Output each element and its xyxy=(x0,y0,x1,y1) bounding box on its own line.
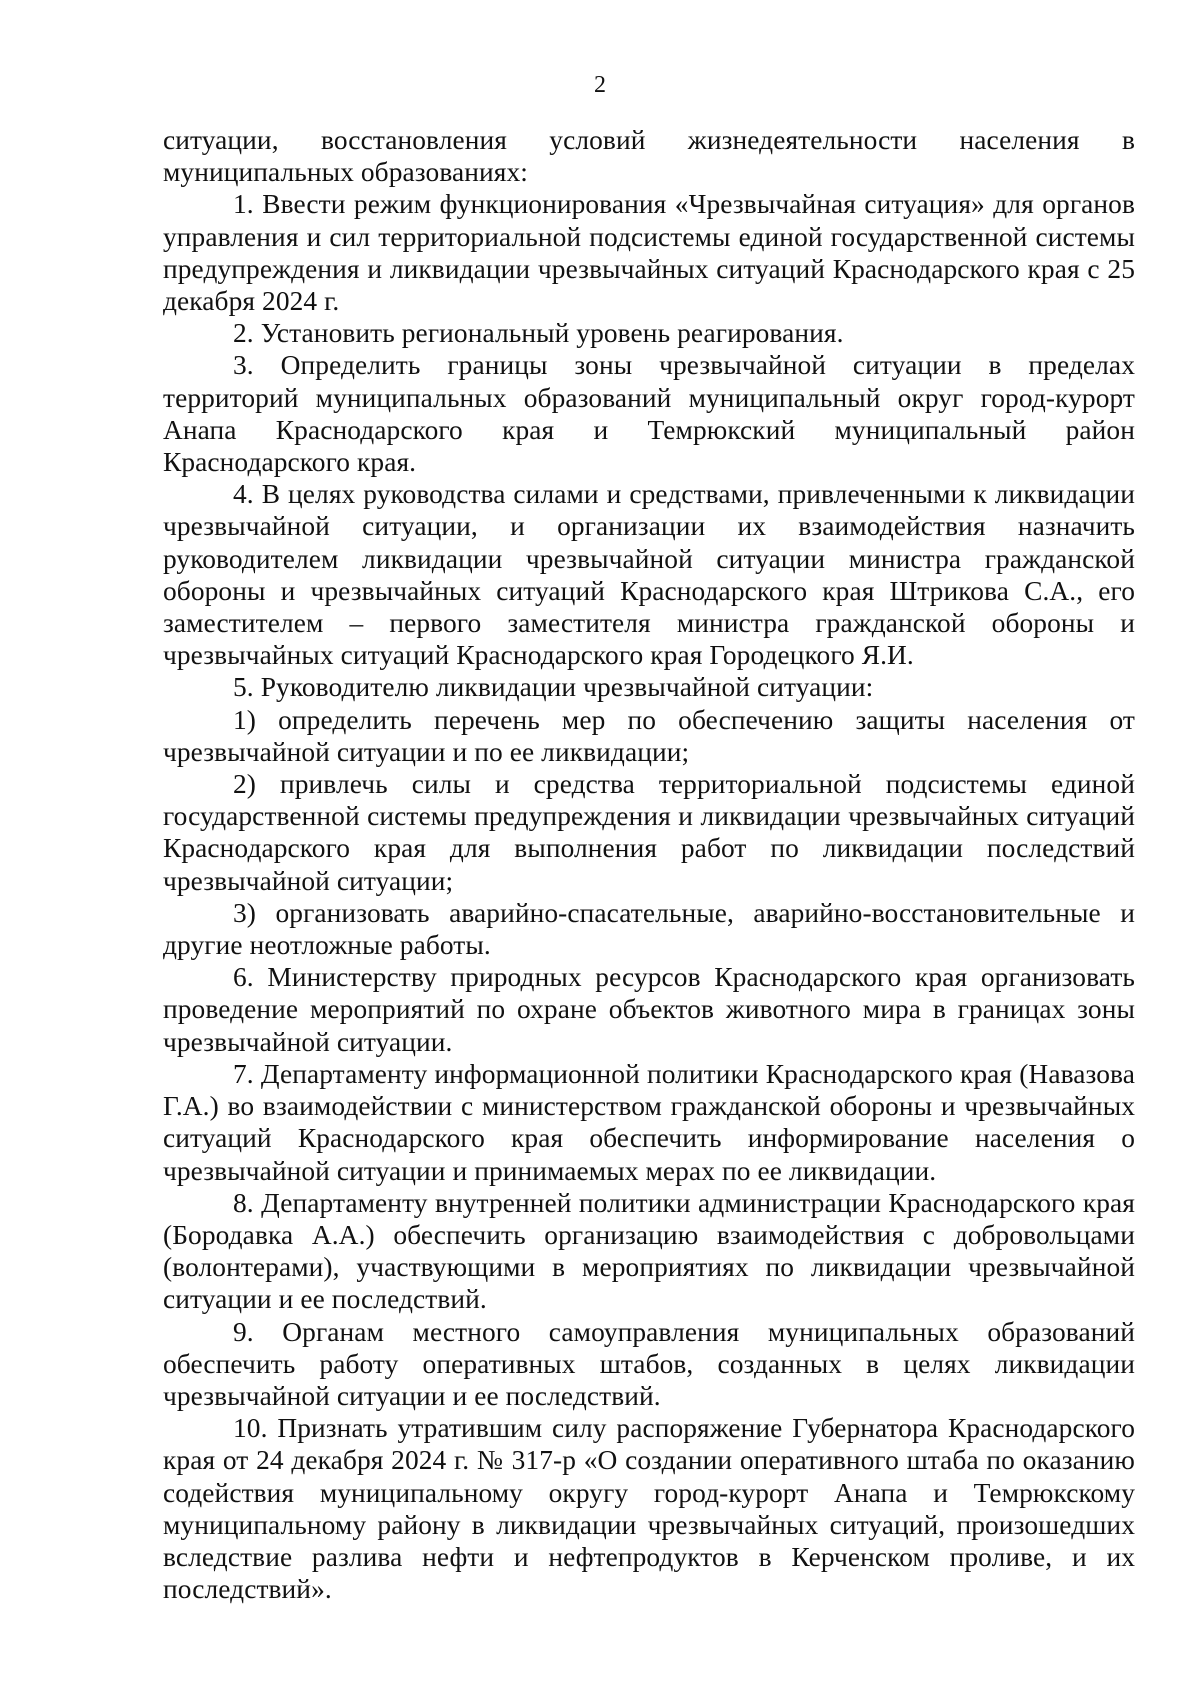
paragraph-item-5: 5. Руководителю ликвидации чрезвычайной ситуации: xyxy=(233,672,874,703)
paragraph-item-6: 6. Министерству природных ресурсов Краснодарского края организовать проведение мероприятий по охране объектов животного мира в границах зоны чрезвычайной ситуации. xyxy=(163,962,1135,1057)
paragraph-item-8: 8. Департаменту внутренней политики администрации Краснодарского края (Бородавка А.А.) обеспечить организацию взаимодействия с добровольцами (волонтерами), участвующими в мероприятиях по ликвидации чрезвычайной ситуации и ее последствий. xyxy=(163,1187,1135,1315)
paragraph-item-2: 2. Установить региональный уровень реагирования. xyxy=(233,318,844,349)
paragraph-item-1: 1. Ввести режим функционирования «Чрезвычайная ситуация» для органов управления и сил территориальной подсистемы единой государственной системы предупреждения и ликвидации чрезвычайных ситуаций Краснодарского края с 25 декабря 2024 г. xyxy=(163,189,1135,317)
paragraph-item-10: 10. Признать утратившим силу распоряжение Губернатора Краснодарского края от 24 декабря 2024 г. № 317-р «О создании оперативного штаба по оказанию содействия муниципальному округу город-курорт Анапа и Темрюкскому муниципальному району в ликвидации чрезвычайных ситуаций, произошедших вследствие разлива нефти и нефтепродуктов в Керченском проливе, и их последствий». xyxy=(163,1413,1135,1605)
page-number: 2 xyxy=(594,72,606,98)
paragraph-intro: ситуации, восстановления условий жизнедеятельности населения в муниципальных образованиях: xyxy=(163,125,1135,188)
paragraph-item-9: 9. Органам местного самоуправления муниципальных образований обеспечить работу оперативных штабов, созданных в целях ликвидации чрезвычайной ситуации и ее последствий. xyxy=(163,1316,1135,1411)
paragraph-subitem-5-1: 1) определить перечень мер по обеспечению защиты населения от чрезвычайной ситуации и по ее ликвидации; xyxy=(163,704,1135,767)
paragraph-item-3: 3. Определить границы зоны чрезвычайной ситуации в пределах территорий муниципальных образований муниципальный округ город-курорт Анапа Краснодарского края и Темрюкский муниципальный район Краснодарского края. xyxy=(163,350,1135,478)
paragraph-item-7: 7. Департаменту информационной политики Краснодарского края (Навазова Г.А.) во взаимодействии с министерством гражданской обороны и чрезвычайных ситуаций Краснодарского края обеспечить информирование населения о чрезвычайной ситуации и принимаемых мерах по ее ликвидации. xyxy=(163,1058,1135,1186)
paragraph-subitem-5-2: 2) привлечь силы и средства территориальной подсистемы единой государственной системы предупреждения и ликвидации чрезвычайных ситуаций Краснодарского края для выполнения работ по ликвидации последствий чрезвычайной ситуации; xyxy=(163,769,1135,896)
paragraph-subitem-5-3: 3) организовать аварийно-спасательные, аварийно-восстановительные и другие неотложные работы. xyxy=(163,897,1135,961)
paragraph-item-4: 4. В целях руководства силами и средствами, привлеченными к ликвидации чрезвычайной ситуации, и организации их взаимодействия назначить руководителем ликвидации чрезвычайной ситуации министра гражданской обороны и чрезвычайных ситуаций Краснодарского края Штрикова С.А., его заместителем – первого заместителя министра гражданской обороны и чрезвычайных ситуаций Краснодарского края Городецкого Я.И. xyxy=(163,479,1135,671)
document-body xyxy=(163,124,1135,1605)
